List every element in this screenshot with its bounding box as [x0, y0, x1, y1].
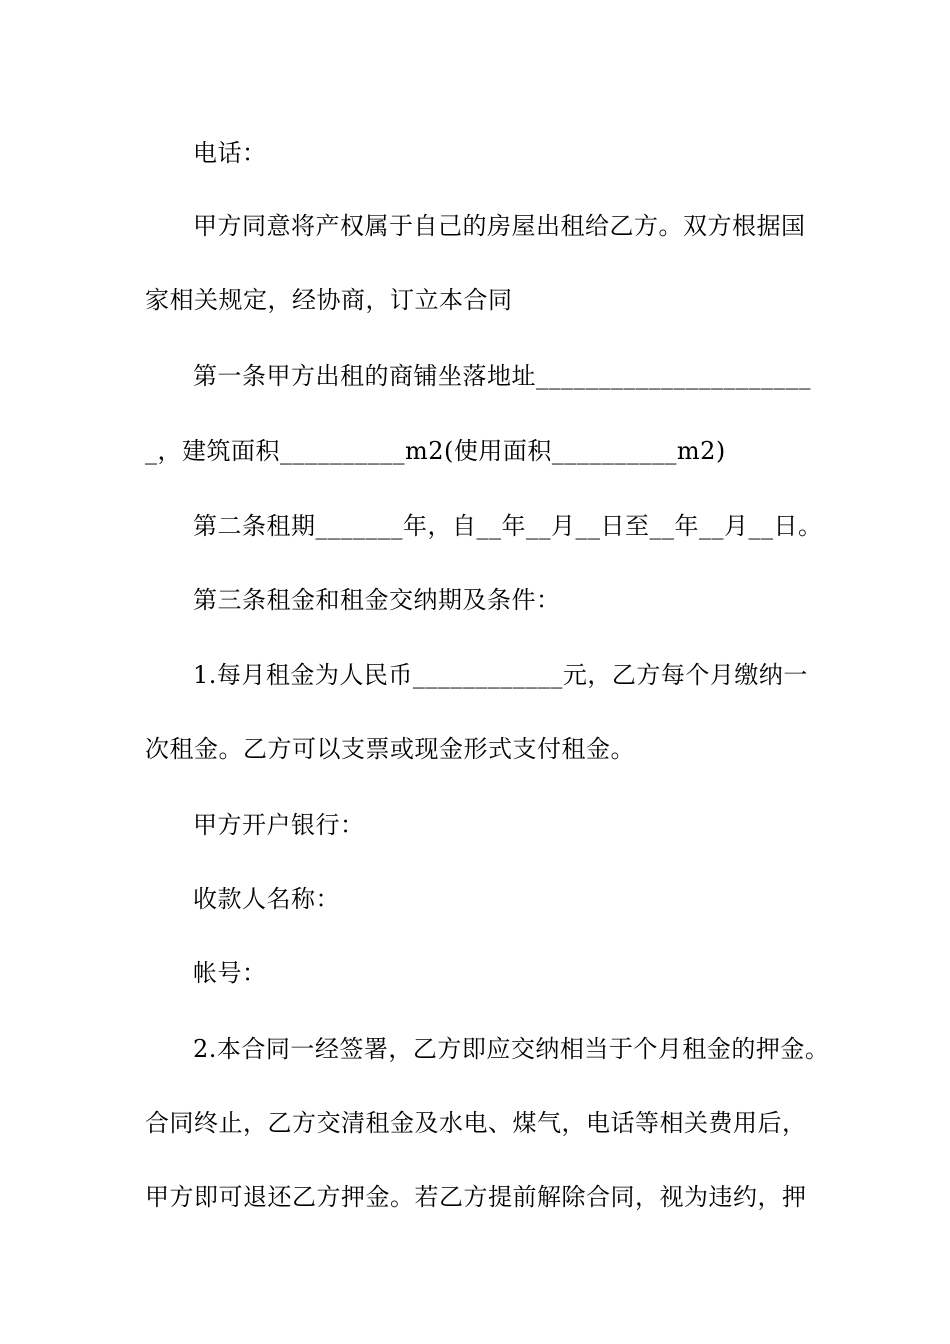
article-3-item-2-line-1: 2.本合同一经签署，乙方即应交纳相当于个月租金的押金。 [193, 1035, 830, 1063]
article-3-heading: 第三条租金和租金交纳期及条件： [193, 586, 561, 614]
article-3-item-1-line-2: 次租金。乙方可以支票或现金形式支付租金。 [145, 735, 635, 763]
paragraph-intro-line-2: 家相关规定，经协商，订立本合同 [145, 286, 513, 314]
article-3-item-2-line-3: 甲方即可退还乙方押金。若乙方提前解除合同，视为违约，押 [145, 1183, 807, 1211]
article-1-line-1: 第一条甲方出租的商铺坐落地址______________________ [193, 362, 811, 390]
article-3-item-1-line-1: 1.每月租金为人民币____________元，乙方每个月缴纳一 [193, 661, 808, 689]
bank-label: 甲方开户银行： [193, 811, 365, 839]
article-3-item-2-line-2: 合同终止，乙方交清租金及水电、煤气，电话等相关费用后， [145, 1109, 807, 1137]
account-label: 帐号： [193, 959, 267, 987]
payee-label: 收款人名称： [193, 885, 340, 913]
paragraph-intro-line-1: 甲方同意将产权属于自己的房屋出租给乙方。双方根据国 [193, 212, 806, 240]
article-1-line-2: _，建筑面积__________m2(使用面积__________m2) [145, 437, 726, 465]
article-2-term: 第二条租期_______年，自__年__月__日至__年__月__日。 [193, 512, 823, 540]
phone-label: 电话： [193, 139, 267, 167]
